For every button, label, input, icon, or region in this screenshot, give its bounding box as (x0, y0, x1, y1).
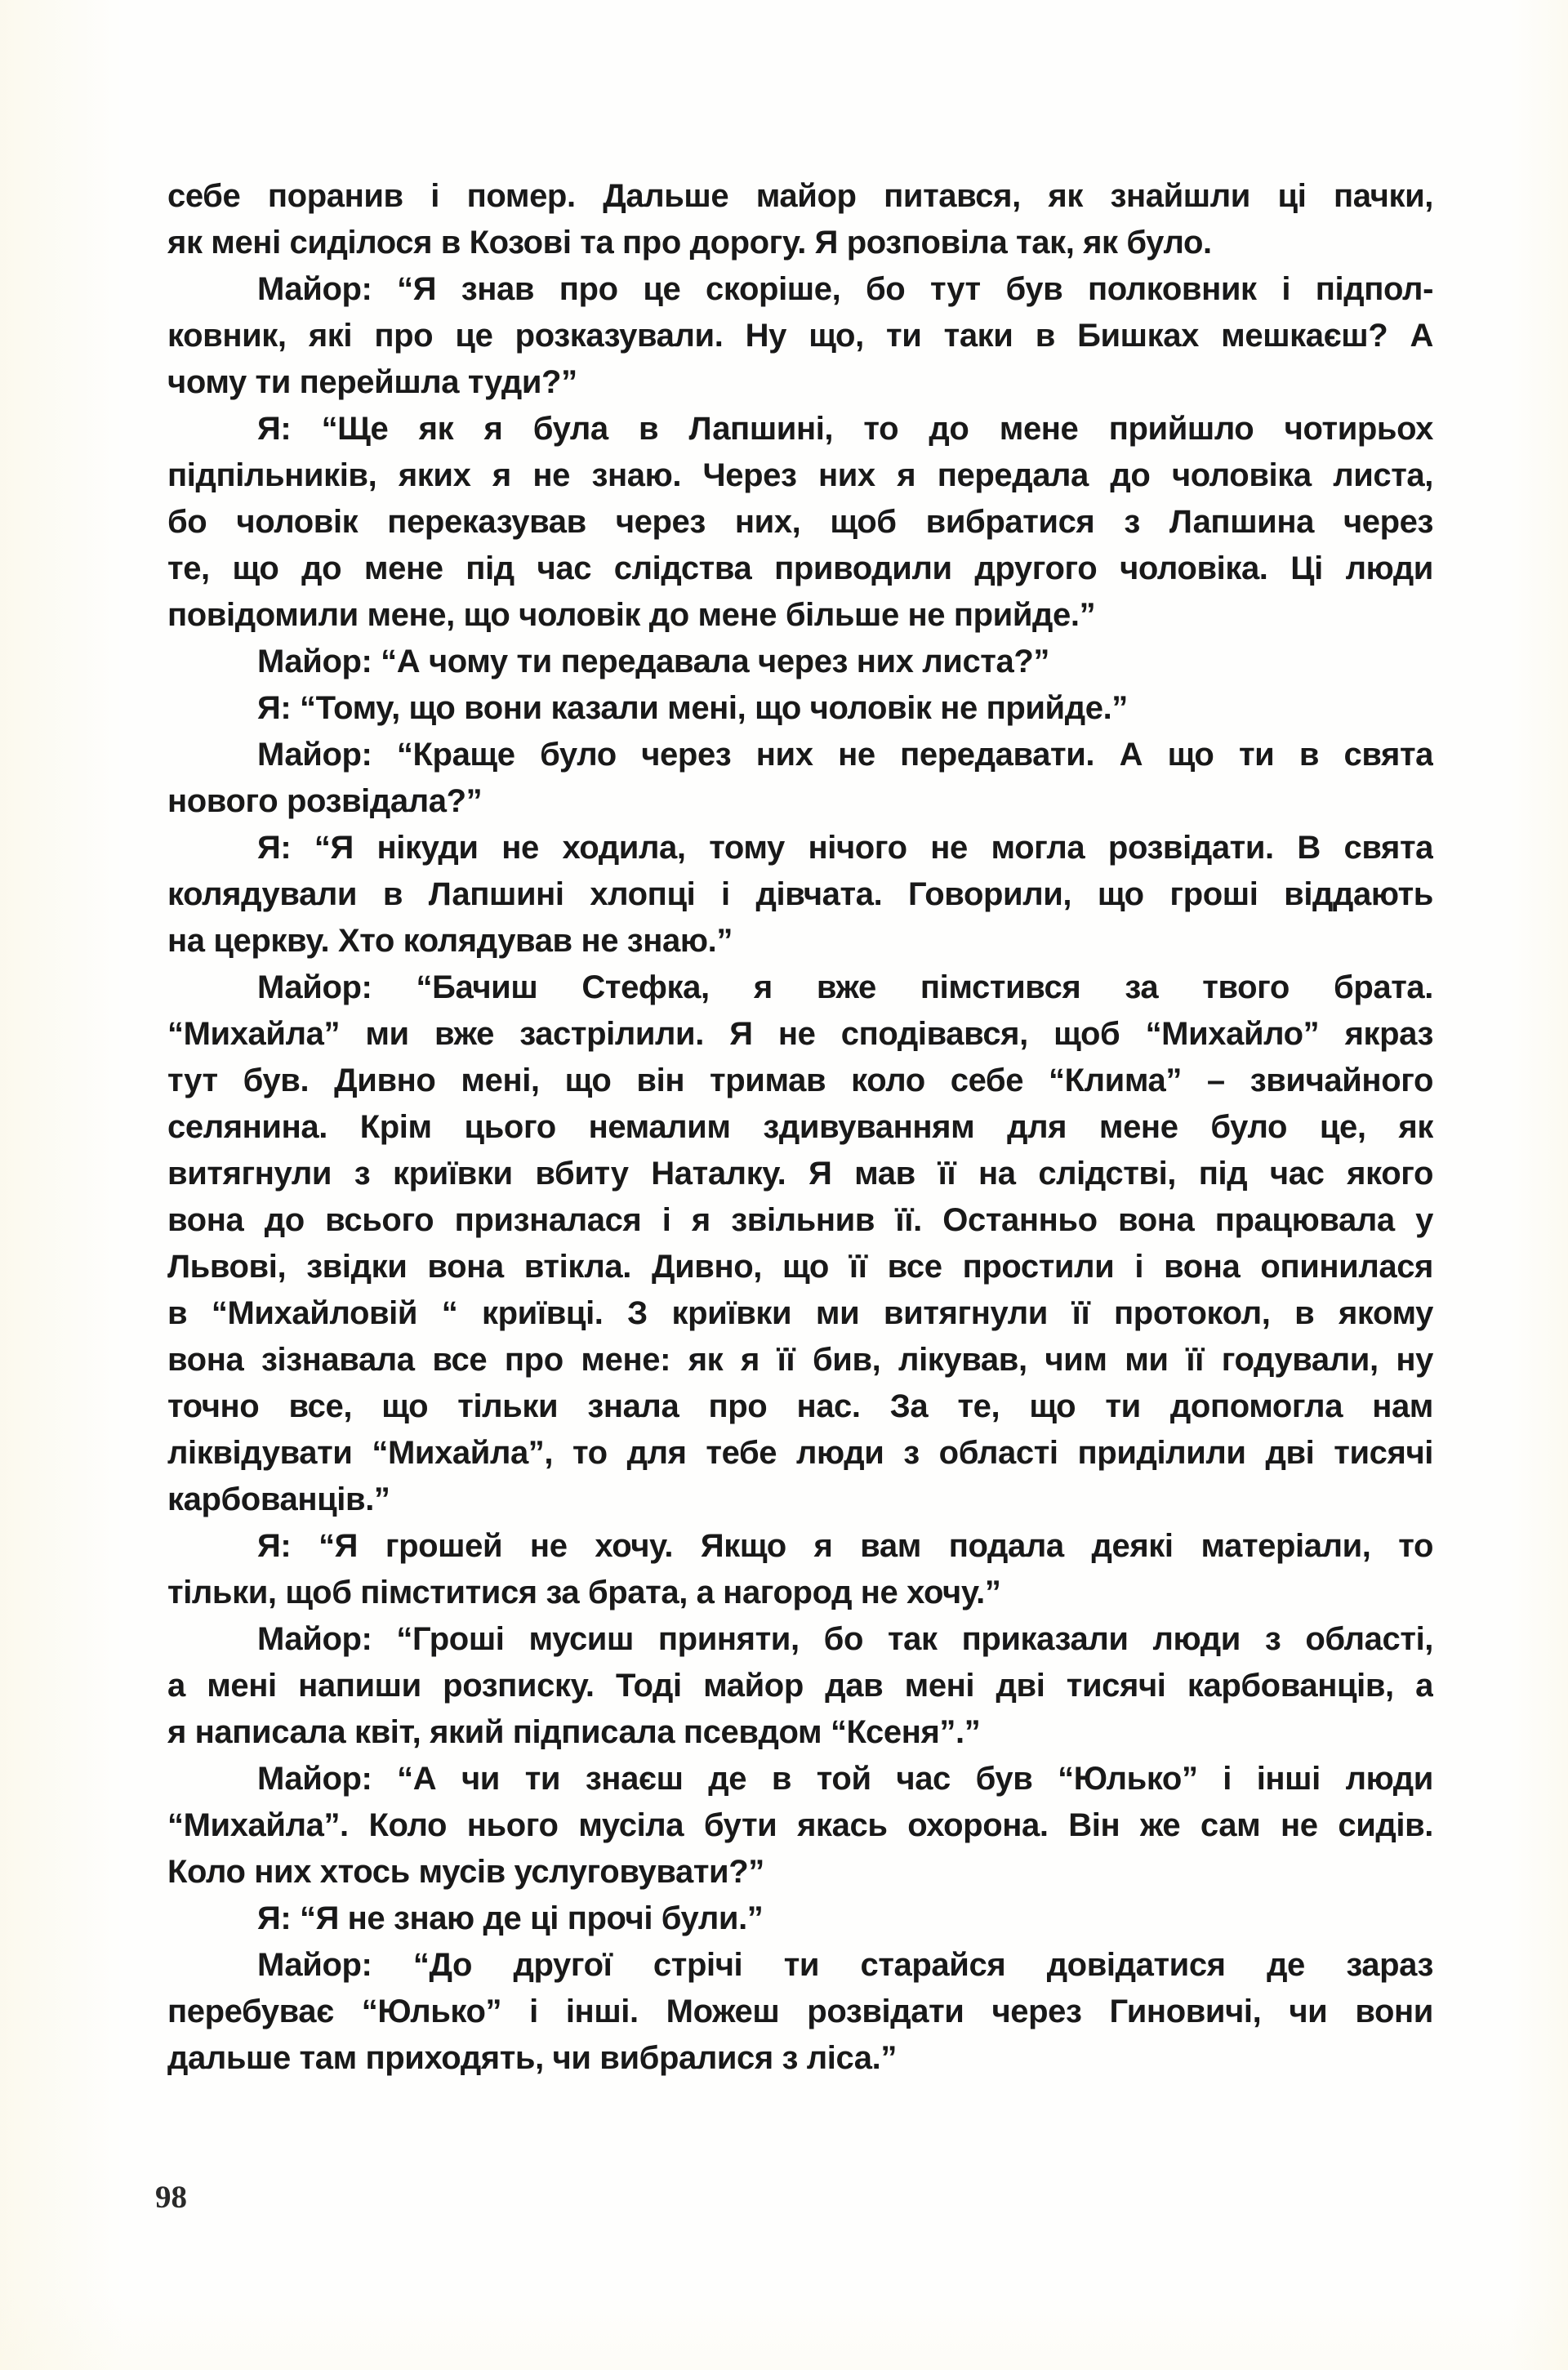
text-line: Майор: “Краще було через них не передавати. А що ти в свята (257, 737, 1433, 773)
text-line: перебуває “Юлько” і інші. Можеш розвідати через Гиновичі, чи вони (167, 1994, 1433, 2029)
text-line: бо чоловік переказував через них, щоб вибратися з Лапшина через (167, 504, 1433, 540)
text-line: тільки, щоб пімститися за брата, а нагород не хочу.” (167, 1575, 1001, 1610)
text-line: Я: “Я нікуди не ходила, тому нічого не могла розвідати. В свята (257, 830, 1433, 866)
text-line: а мені напиши розписку. Тоді майор дав мені дві тисячі карбованців, а (167, 1668, 1433, 1704)
text-line: повідомили мене, що чоловік до мене більше не прийде.” (167, 597, 1096, 633)
text-line: себе поранив і помер. Дальше майор питався, як знайшли ці пачки, (167, 178, 1433, 214)
text-line: “Михайла”. Коло нього мусіла бути якась охорона. Він же сам не сидів. (167, 1807, 1433, 1843)
text-line: те, що до мене під час слідства приводили другого чоловіка. Ці люди (167, 550, 1433, 586)
page-number: 98 (155, 2180, 187, 2215)
text-line: вона до всього призналася і я звільнив її. Останньо вона працювала у (167, 1202, 1433, 1238)
text-line: витягнули з криївки вбиту Наталку. Я мав її на слідстві, під час якого (167, 1156, 1433, 1192)
text-line: підпільників, яких я не знаю. Через них я передала до чоловіка листа, (167, 457, 1433, 493)
text-line: Майор: “Гроші мусиш приняти, бо так приказали люди з області, (257, 1621, 1433, 1657)
text-line: в “Михайловій “ криївці. З криївки ми витягнули її протокол, в якому (167, 1295, 1433, 1331)
text-line: тут був. Дивно мені, що він тримав коло себе “Клима” – звичайного (167, 1062, 1433, 1098)
text-line: Майор: “Бачиш Стефка, я вже пімстився за твого брата. (257, 969, 1433, 1005)
text-line: карбованців.” (167, 1481, 390, 1517)
text-line: точно все, що тільки знала про нас. За те, що ти допомогла нам (167, 1388, 1433, 1424)
text-line: селянина. Крім цього немалим здивуванням для мене було це, як (167, 1109, 1433, 1145)
text-line: Львові, звідки вона втікла. Дивно, що її все простили і вона опинилася (167, 1249, 1433, 1285)
text-line: ковник, які про це розказували. Ну що, ти таки в Бишках мешкаєш? А (167, 318, 1433, 354)
text-line: дальше там приходять, чи вибралися з ліса.” (167, 2040, 897, 2076)
text-line: як мені сиділося в Козові та про дорогу. Я розповіла так, як було. (167, 225, 1212, 261)
text-line: Майор: “До другої стрічі ти старайся довідатися де зараз (257, 1947, 1433, 1983)
text-line: Я: “Я грошей не хочу. Якщо я вам подала деякі матеріали, то (257, 1528, 1433, 1564)
text-line: колядували в Лапшині хлопці і дівчата. Говорили, що гроші віддають (167, 876, 1433, 912)
text-line: Майор: “А чи ти знаєш де в той час був “Юлько” і інші люди (257, 1761, 1433, 1797)
text-block (167, 173, 1433, 2082)
text-line: Я: “Я не знаю де ці прочі були.” (257, 1900, 764, 1936)
text-line: “Михайла” ми вже застрілили. Я не сподівався, щоб “Михайло” якраз (167, 1016, 1433, 1052)
text-line: Коло них хтось мусів услуговувати?” (167, 1854, 764, 1890)
text-line: на церкву. Хто колядував не знаю.” (167, 923, 733, 959)
text-line: я написала квіт, який підписала псевдом “Ксеня”.” (167, 1714, 981, 1750)
text-line: Я: “Ще як я була в Лапшині, то до мене прийшло чотирьох (257, 411, 1433, 447)
text-line: вона зізнавала все про мене: як я її бив, лікував, чим ми її годували, ну (167, 1342, 1433, 1378)
text-line: Майор: “А чому ти передавала через них листа?” (257, 644, 1049, 679)
text-line: ліквідувати “Михайла”, то для тебе люди з області приділили дві тисячі (167, 1435, 1433, 1471)
text-line: Я: “Тому, що вони казали мені, що чоловік не прийде.” (257, 690, 1128, 726)
text-line: Майор: “Я знав про це скоріше, бо тут був полковник і підпол- (257, 271, 1433, 307)
text-line: нового розвідала?” (167, 783, 483, 819)
text-line: чому ти перейшла туди?” (167, 364, 577, 400)
